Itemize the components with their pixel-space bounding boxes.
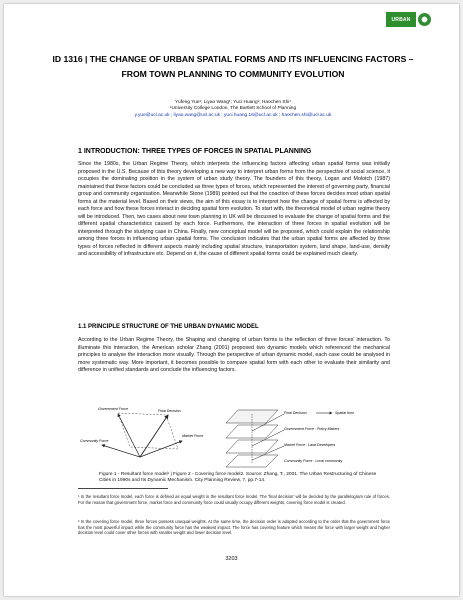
community-force-arrow — [102, 445, 140, 457]
figure-caption: Figure 1 - Resultant force model¹ | Figure 2 - Covering force model2. Source: Zhang, T., 2001. The Urban Restructuring of Chinese Cities in 1990s and Its Dynamic Mechanism. City Planning Review, 7, pp.7-14. — [99, 472, 377, 484]
author-names: Yufeng Yue¹; Liyao Wang¹; Yuci Huang¹; Haochen Shi¹ — [175, 100, 291, 105]
author-emails: y.yue@ucl.ac.uk ; liyao.wang@ucl.ac.uk ; yuci.huang.16@ucl.ac.uk ; haochen.shi@ucl.ac.uk — [134, 112, 332, 118]
market-force-arrow — [140, 441, 182, 457]
author-block — [42, 100, 424, 119]
government-force-arrow — [118, 414, 140, 457]
logo-text: URBAN — [386, 12, 416, 27]
footnote-divider — [78, 488, 168, 489]
conference-logo — [386, 12, 431, 27]
resultant-force-model — [80, 407, 203, 457]
section-1-1-heading: 1.1 PRINCIPLE STRUCTURE OF THE URBAN DYNAMIC MODEL — [78, 324, 259, 330]
label-final-decision-2: Final Decision — [284, 411, 307, 415]
label-community-local: Community Force : Local community — [284, 459, 343, 463]
paper-page — [4, 4, 459, 596]
author-affiliation: ¹University College London, The Bartlett School of Planning — [169, 106, 297, 112]
label-spatial-form: Spatial form — [335, 411, 355, 415]
figure-diagram — [78, 401, 390, 469]
label-community-force: Community Force — [80, 439, 109, 443]
logo-emblem-icon — [418, 13, 431, 26]
final-decision-arrow — [140, 415, 168, 457]
label-government-policy: Government Force : Policy Makers — [284, 427, 340, 431]
paper-title: ID 1316 | THE CHANGE OF URBAN SPATIAL FORMS AND ITS INFLUENCING FACTORS – FROM TOWN PLANNING TO COMMUNITY EVOLUTION — [52, 54, 414, 79]
label-government-force: Government Force — [98, 407, 128, 411]
label-market-force: Market Force — [182, 434, 204, 438]
section-1-body: Since the 1980s, the Urban Regime Theory, which interprets the influencing factors affecting urban spatial forms was initially proposed in the U.S. Because of this theory developing a new way to interpret urban forms from the perspective of social science, it occupies the dominating position in the system of urban study theory. The founders of this theory, Logan and Molotch (1987) maintained that these factors could be concluded as three types of forces, which represented the interest of governing party, financial group and community organisation. Meanwhile Stone (1989) pointed out that the coaction of these forces decides most urban spatial forms at the material level. Based on their views, the aim of this essay is to interpret how the change of spatial forms is affected by each force and how these forces interact in deciding spatial form evolution. To start with, the theoretical model of urban regime theory will be introduced. Then, two cases about new town planning in UK will be discussed to evaluate the change of spatial forms and the different spatial characteristics caused by each force. Furthermore, the interaction of three forces in spatial evolution will be interpreted through the studying case in China. Finally, new conceptual model will be proposed, which could explain the relationship among three forces in influencing urban spatial forms. The conclusion indicates that the urban spatial forms are affected by three types of forces reflected in different aspects mainly including spatial structure, transportation system, land shape, land-use, density and accessibility of infrastructure etc. Depend on it, the cause of different spatial forms could be explained much clearly. — [78, 161, 390, 257]
footnote-2: ² In the covering force model, three forces possess unequal weights. At the same time, the decision order is adopted according to the order that the government force has the most powerful impact while the community force has the weakest impact. The force has covering feature which means the force with larger weight and higher decision level could cover other forces with smaller weight and lower decision level. — [78, 519, 390, 536]
section-1-1-body: According to the Urban Regime Theory, the Shaping and changing of urban forms is the reflection of three forces' interaction. To illuminate this interaction, the American scholar Zhang (2001) proposed two dynamic models which referenced the mechanical principles to analyse the interaction more visually. Through the perspective of urban dynamic model, each case could be analysed in more systematic way. More important, it becomes possible to compare spatial form with each other to evaluate their similarity and difference in unified standards and conclude the influencing factors. — [78, 337, 390, 373]
covering-force-model — [226, 410, 354, 467]
label-final-decision: Final Decision — [158, 409, 181, 413]
page-number: 3203 — [225, 556, 238, 562]
footnote-1: ¹ In the resultant force model, each force is defined as equal weight in the resultant force model. The 'final decision' will be decided by the parallelogram rule of forces. For the reason that government force, market force and community force could usually occupy different weights, covering force model is created. — [78, 494, 390, 505]
section-1-heading: 1 INTRODUCTION: THREE TYPES OF FORCES IN SPATIAL PLANNING — [78, 148, 312, 155]
figure-force-models — [78, 401, 390, 469]
label-market-developers: Market Force : Land Developers — [284, 443, 336, 447]
